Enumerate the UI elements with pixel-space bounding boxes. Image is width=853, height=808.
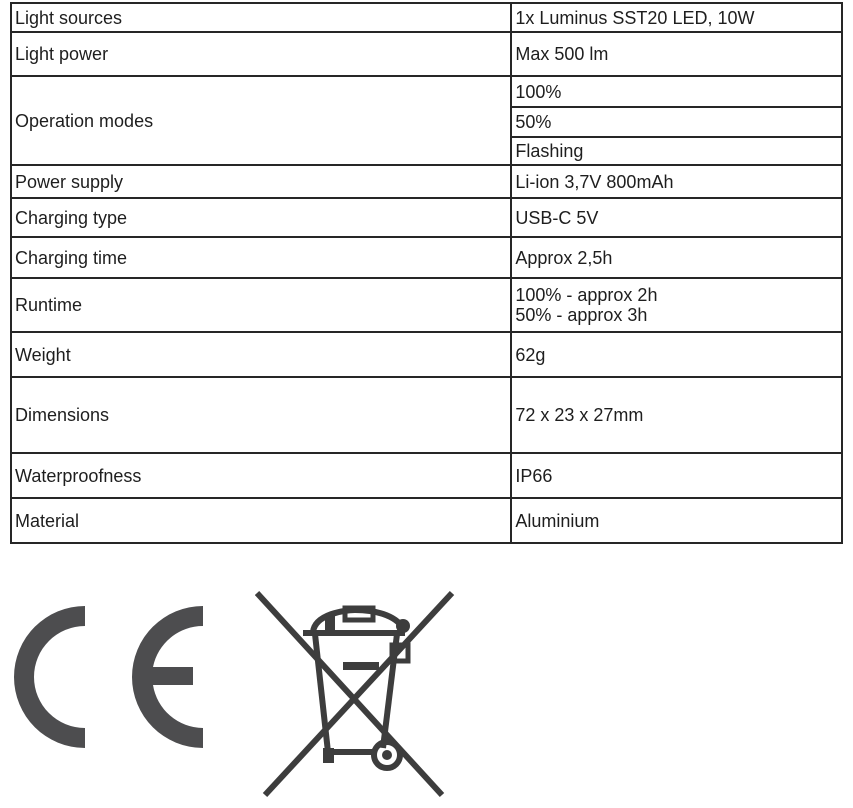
table-row bbox=[11, 198, 842, 237]
spec-value: 1x Luminus SST20 LED, 10W bbox=[511, 3, 842, 32]
table-row bbox=[11, 237, 842, 278]
table-row bbox=[11, 76, 842, 107]
spec-value: 100% bbox=[511, 76, 842, 107]
spec-label: Light sources bbox=[11, 3, 511, 32]
spec-value: Max 500 lm bbox=[511, 32, 842, 76]
table-row bbox=[11, 32, 842, 76]
table-row bbox=[11, 498, 842, 543]
spec-label: Power supply bbox=[11, 165, 511, 198]
spec-label: Light power bbox=[11, 32, 511, 76]
spec-label: Waterproofness bbox=[11, 453, 511, 498]
spec-value: 62g bbox=[511, 332, 842, 377]
table-row bbox=[11, 377, 842, 453]
spec-label: Charging time bbox=[11, 237, 511, 278]
table-row bbox=[11, 278, 842, 332]
spec-label: Weight bbox=[11, 332, 511, 377]
spec-value: 50% bbox=[511, 107, 842, 137]
spec-label: Charging type bbox=[11, 198, 511, 237]
spec-value: Flashing bbox=[511, 137, 842, 165]
runtime-line: 100% - approx 2h bbox=[515, 285, 658, 305]
table-row bbox=[11, 332, 842, 377]
spec-label: Operation modes bbox=[11, 76, 511, 165]
spec-value: 72 x 23 x 27mm bbox=[511, 377, 842, 453]
spec-value: IP66 bbox=[511, 453, 842, 498]
runtime-line: 50% - approx 3h bbox=[515, 305, 648, 325]
specifications-table bbox=[10, 2, 843, 544]
spec-value bbox=[511, 278, 842, 332]
spec-value: USB-C 5V bbox=[511, 198, 842, 237]
table-row bbox=[11, 3, 842, 32]
spec-label: Dimensions bbox=[11, 377, 511, 453]
spec-value: Li-ion 3,7V 800mAh bbox=[511, 165, 842, 198]
ce-mark-icon bbox=[8, 606, 206, 748]
spec-value: Aluminium bbox=[511, 498, 842, 543]
certification-marks bbox=[0, 580, 470, 808]
spec-label: Material bbox=[11, 498, 511, 543]
table-row bbox=[11, 165, 842, 198]
table-row bbox=[11, 453, 842, 498]
crossed-out-wheelie-bin-icon bbox=[255, 590, 455, 800]
spec-label: Runtime bbox=[11, 278, 511, 332]
spec-value: Approx 2,5h bbox=[511, 237, 842, 278]
